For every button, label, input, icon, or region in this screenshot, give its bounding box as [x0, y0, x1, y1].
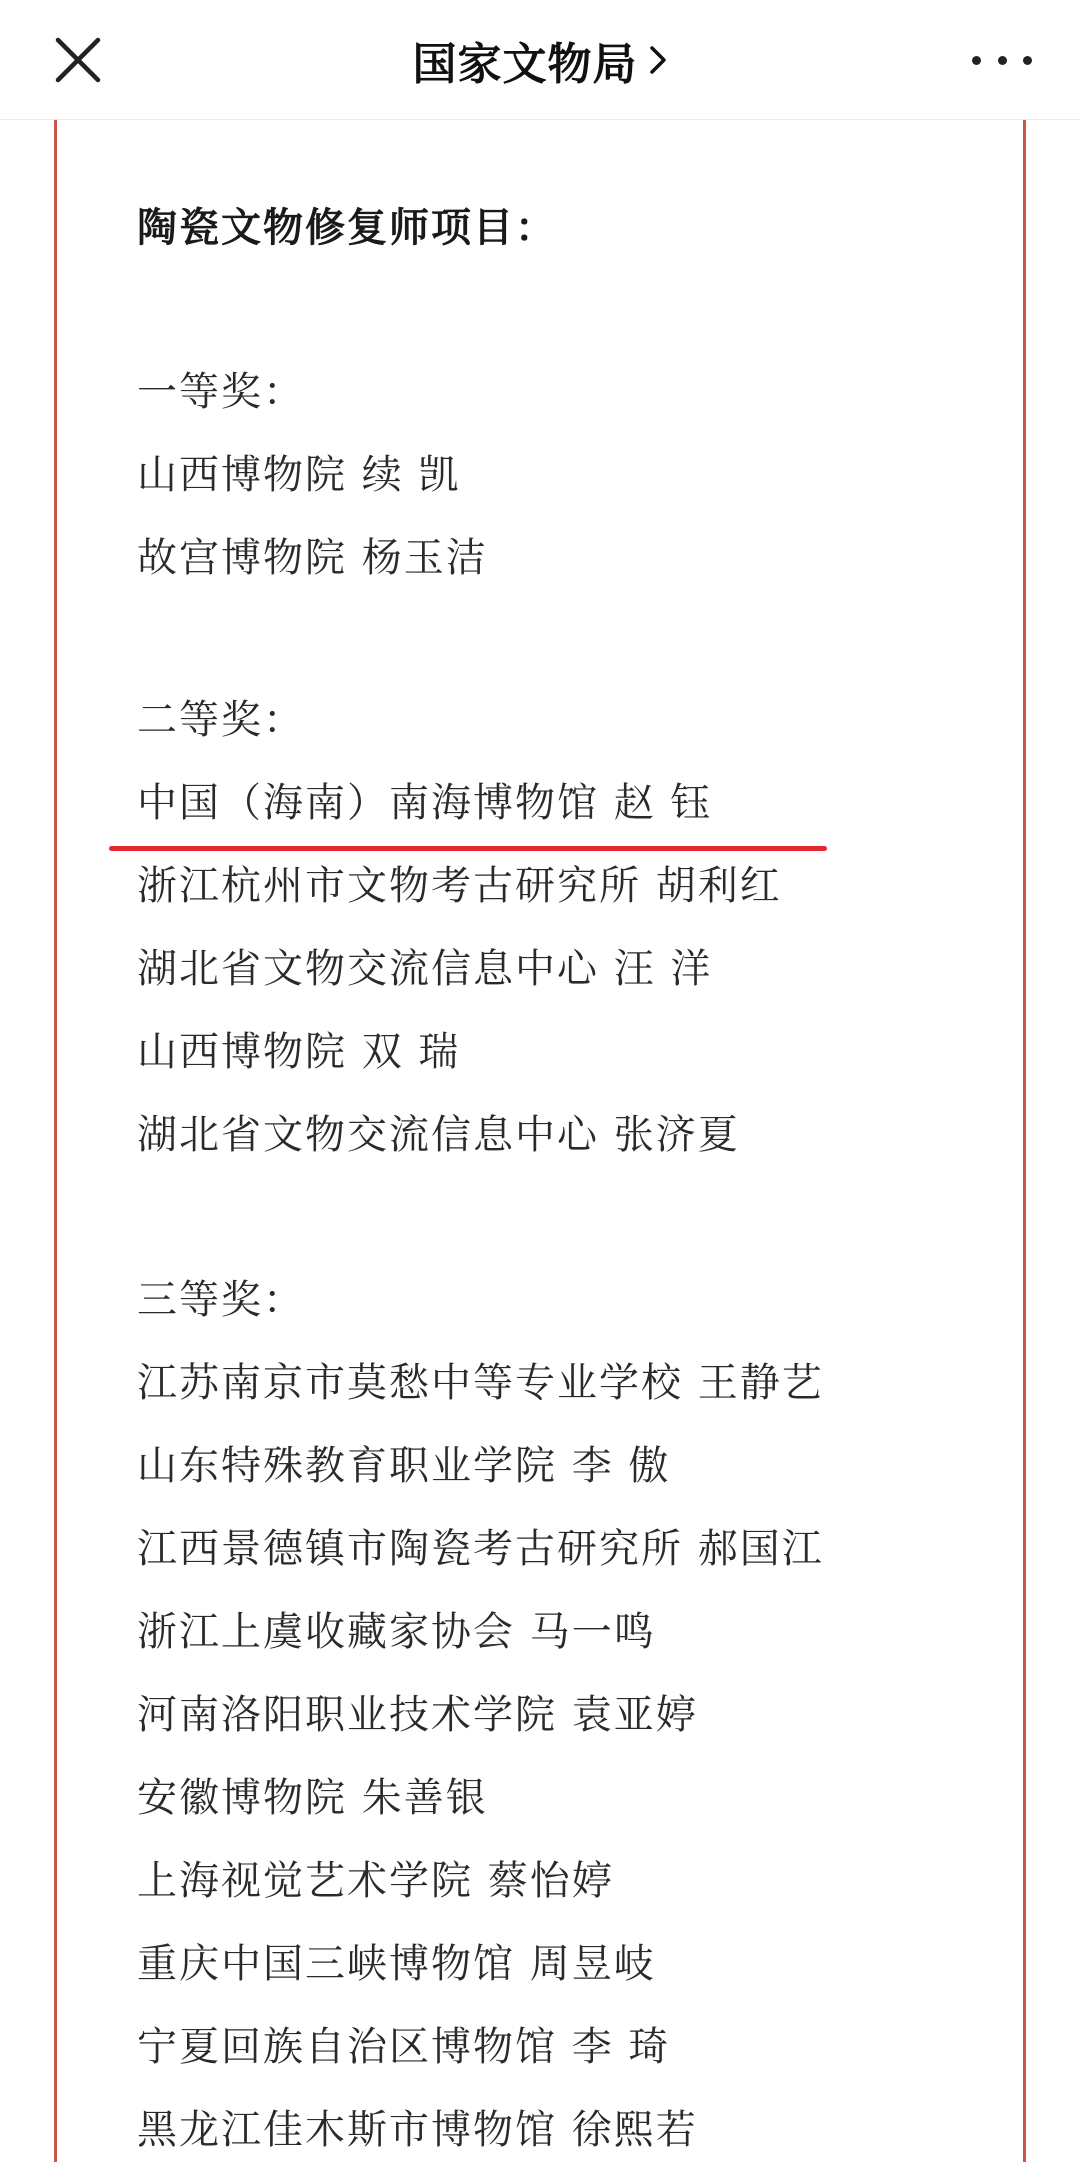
section-heading: 陶瓷文物修复师项目：	[137, 205, 557, 251]
first-prize-label: 一等奖：	[137, 369, 305, 415]
winner-entry: 安徽博物院 朱善银	[137, 1775, 488, 1821]
account-title: 国家文物局	[412, 39, 638, 90]
top-navigation-bar	[0, 0, 1080, 120]
winner-entry: 重庆中国三峡博物馆 周昱岐	[137, 1941, 656, 1987]
winner-entry: 上海视觉艺术学院 蔡怡婷	[137, 1858, 614, 1904]
more-options-button[interactable]	[972, 36, 1032, 84]
winner-entry: 河南洛阳职业技术学院 袁亚婷	[137, 1692, 698, 1738]
winner-entry: 黑龙江佳木斯市博物馆 徐熙若	[137, 2107, 698, 2153]
winner-entry: 湖北省文物交流信息中心 汪 洋	[137, 946, 713, 992]
winner-entry: 山西博物院 双 瑞	[137, 1029, 461, 1075]
article-content-frame	[54, 120, 1026, 2162]
more-horizontal-icon	[1023, 56, 1032, 65]
red-underline-highlight	[109, 846, 827, 851]
winner-entry-highlighted: 中国（海南）南海博物馆 赵 钰	[137, 780, 713, 826]
account-title-link[interactable]	[0, 0, 1080, 120]
second-prize-label: 二等奖：	[137, 697, 305, 743]
winner-entry: 江苏南京市莫愁中等专业学校 王静艺	[137, 1360, 824, 1406]
winner-entry: 湖北省文物交流信息中心 张济夏	[137, 1112, 740, 1158]
winner-entry: 山东特殊教育职业学院 李 傲	[137, 1443, 671, 1489]
more-horizontal-icon	[998, 56, 1007, 65]
winner-entry: 故宫博物院 杨玉洁	[137, 535, 488, 581]
winner-entry: 江西景德镇市陶瓷考古研究所 郝国江	[137, 1526, 824, 1572]
winner-entry: 山西博物院 续 凯	[137, 452, 461, 498]
winner-entry: 浙江上虞收藏家协会 马一鸣	[137, 1609, 656, 1655]
winner-entry: 宁夏回族自治区博物馆 李 琦	[137, 2024, 671, 2070]
more-horizontal-icon	[972, 56, 981, 65]
third-prize-label: 三等奖：	[137, 1277, 305, 1323]
chevron-right-icon	[648, 44, 668, 76]
winner-entry: 浙江杭州市文物考古研究所 胡利红	[137, 863, 782, 909]
